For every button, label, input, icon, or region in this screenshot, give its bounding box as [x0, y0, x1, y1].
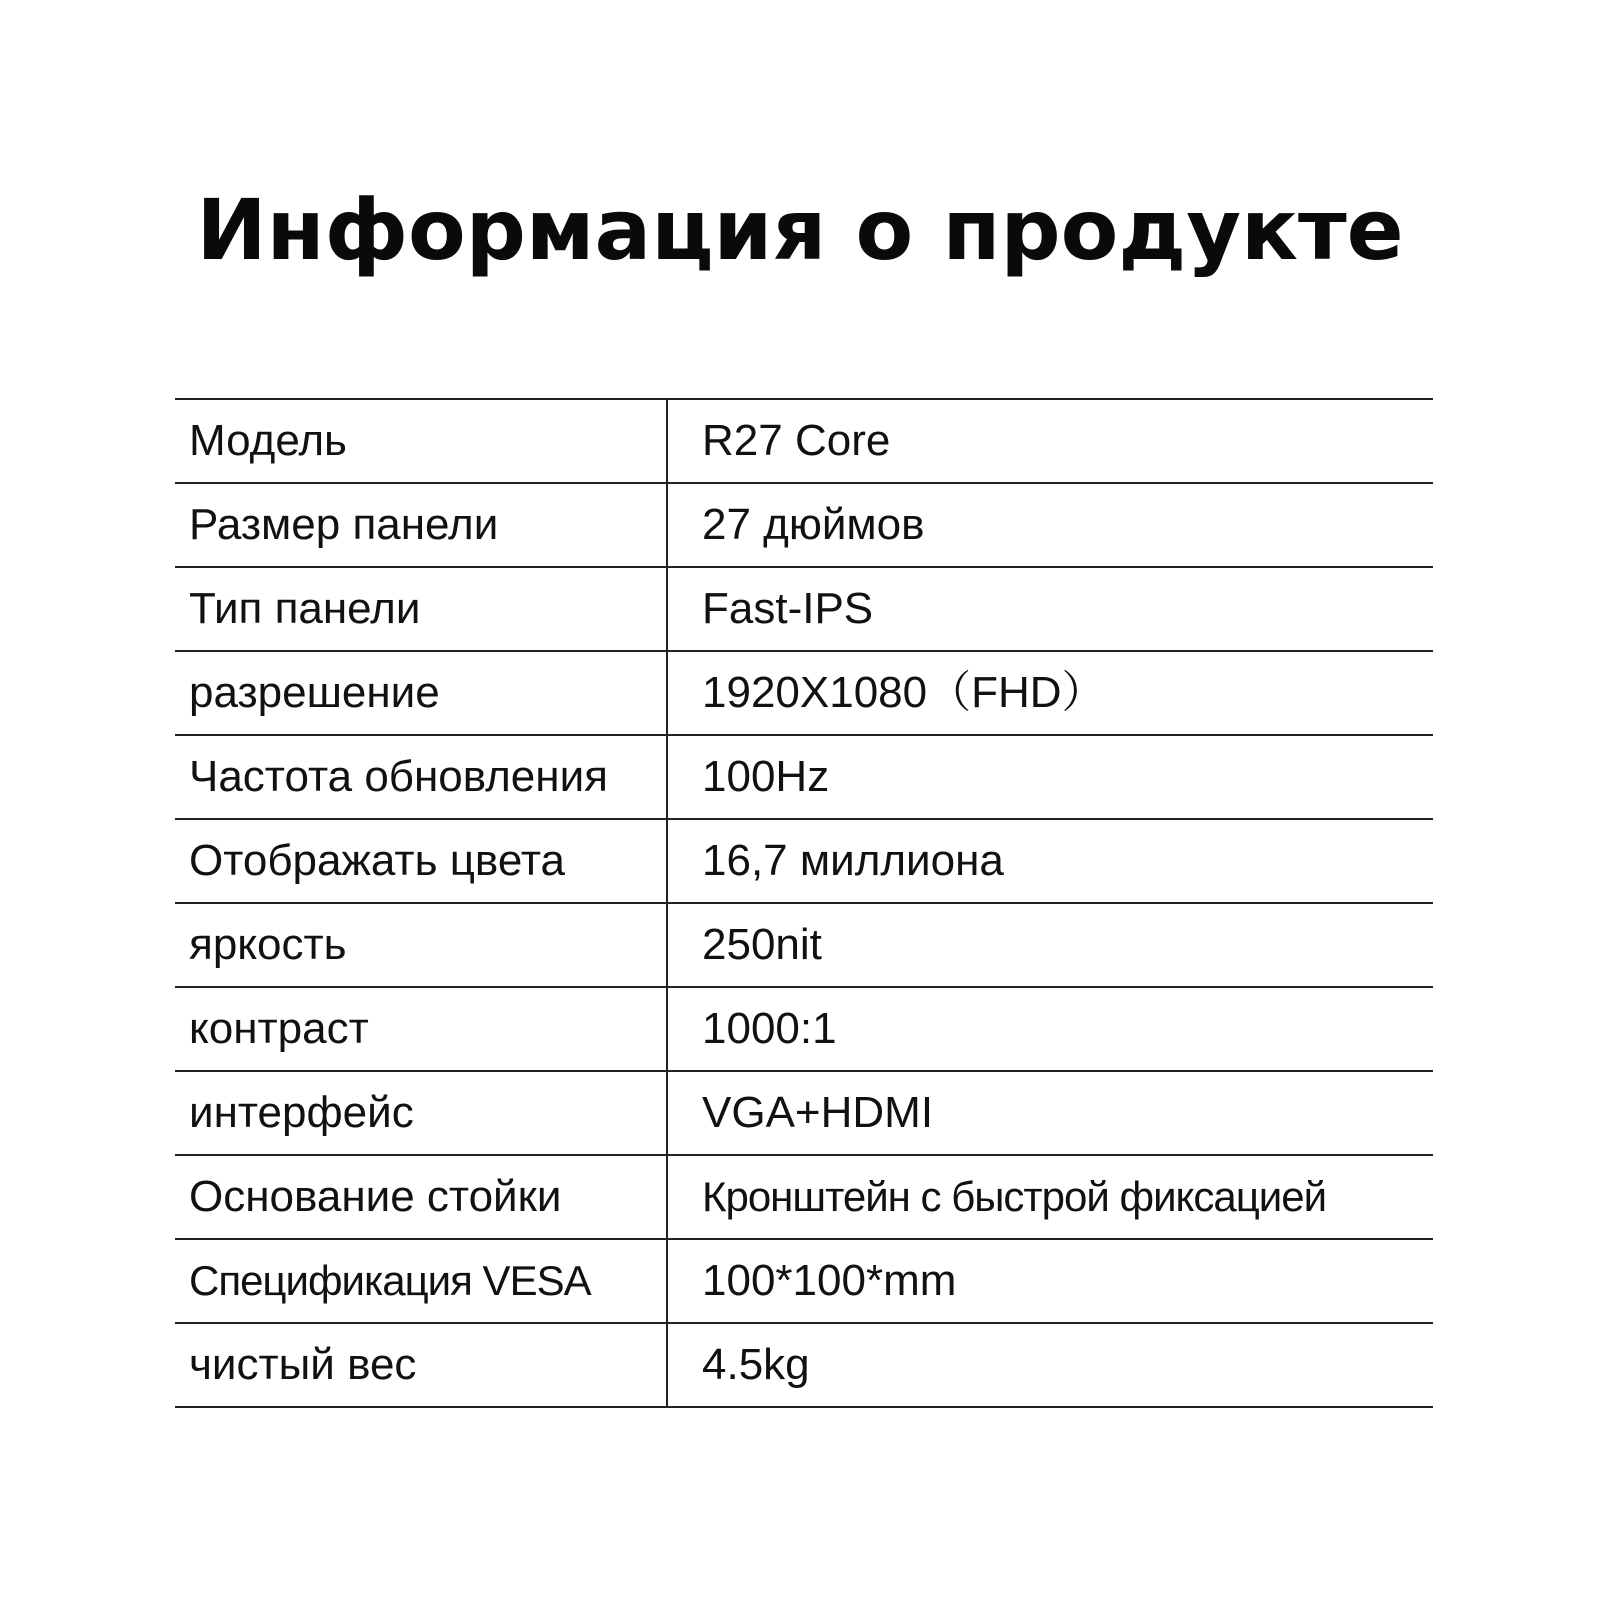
table-row [175, 1239, 1433, 1323]
spec-label: чистый вес [175, 1323, 667, 1407]
table-row [175, 735, 1433, 819]
spec-value: 1920X1080（FHD） [667, 651, 1433, 735]
spec-label: Частота обновления [175, 735, 667, 819]
table-row [175, 399, 1433, 483]
spec-label: контраст [175, 987, 667, 1071]
table-row [175, 1155, 1433, 1239]
spec-value: 100*100*mm [667, 1239, 1433, 1323]
spec-label: интерфейс [175, 1071, 667, 1155]
spec-label: Модель [175, 399, 667, 483]
spec-label: Основание стойки [175, 1155, 667, 1239]
spec-label: Отображать цвета [175, 819, 667, 903]
table-row [175, 651, 1433, 735]
spec-value: 1000:1 [667, 987, 1433, 1071]
table-row [175, 987, 1433, 1071]
spec-label: разрешение [175, 651, 667, 735]
spec-value: 27 дюймов [667, 483, 1433, 567]
table-row [175, 567, 1433, 651]
table-row [175, 1323, 1433, 1407]
table-row [175, 819, 1433, 903]
spec-value: 4.5kg [667, 1323, 1433, 1407]
spec-label: яркость [175, 903, 667, 987]
page-title: Информация о продукте [196, 181, 1404, 279]
spec-value: R27 Core [667, 399, 1433, 483]
spec-label: Размер панели [175, 483, 667, 567]
spec-table [175, 398, 1433, 1408]
table-row [175, 1071, 1433, 1155]
spec-value: Fast-IPS [667, 567, 1433, 651]
spec-label: Спецификация VESA [175, 1239, 667, 1323]
spec-value: 250nit [667, 903, 1433, 987]
spec-value: Кронштейн с быстрой фиксацией [667, 1155, 1433, 1239]
spec-label: Тип панели [175, 567, 667, 651]
spec-value: 16,7 миллиона [667, 819, 1433, 903]
table-row [175, 483, 1433, 567]
spec-value: 100Hz [667, 735, 1433, 819]
table-row [175, 903, 1433, 987]
spec-value: VGA+HDMI [667, 1071, 1433, 1155]
